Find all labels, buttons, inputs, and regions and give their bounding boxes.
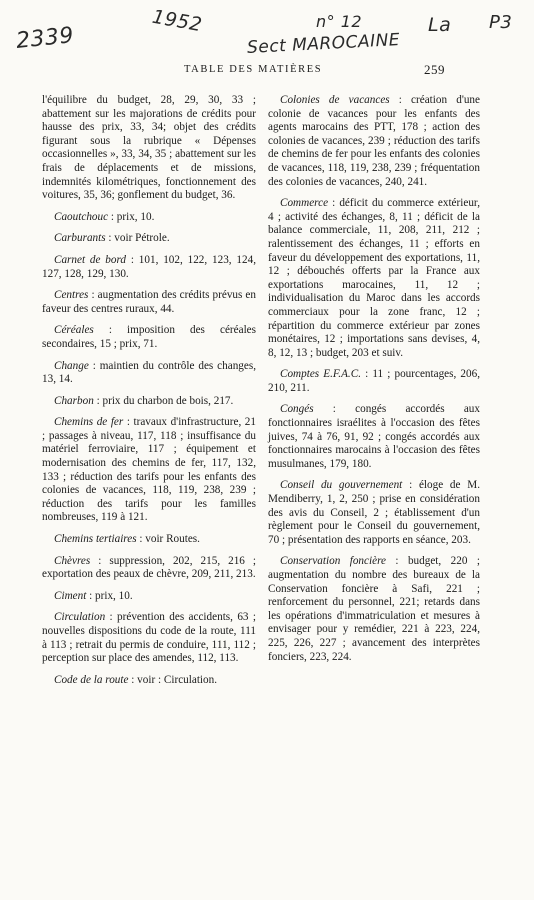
index-term: Comptes E.F.A.C. <box>280 368 361 381</box>
index-term: Change <box>54 359 89 372</box>
index-entry <box>42 555 256 582</box>
index-term: Conseil du gouvernement <box>280 479 403 492</box>
index-references: : création d'une colonie de vacances pour les enfants des agents marocains des PTT, 178 ; action des colonies de vacances, 239 ; réduction des tarifs de chemins de fer pour les enfants des colonies de vacances, 118, 119, 238, 239 ; fréquentation des colonies de vacances, 240, 241. <box>268 94 480 188</box>
index-entry <box>42 94 256 203</box>
index-entry <box>42 611 256 665</box>
index-term: Ciment <box>54 589 87 602</box>
index-term: Céréales <box>54 324 94 337</box>
index-term: Carburants <box>54 232 106 245</box>
index-references: : voir Pétrole. <box>105 232 170 245</box>
index-references: l'équilibre du budget, 28, 29, 30, 33 ; abattement sur les majorations de crédits pour hausse des prix, 33, 34; objet des crédits figurant sous la rubrique « Dépenses occasionnelles », 33, 34, 35 ; abattement sur les frais de déplacements et de missions, indemnités kilométriques, fonctionnement des voitures, 35, 36; gonflement du budget, 36. <box>42 94 256 202</box>
index-term: Colonies de vacances <box>280 94 390 106</box>
index-references: : budget, 220 ; augmentation du nombre des bureaux de la Conservation foncière à Safi, 221 ; renforcement du personnel, 221; retards dans les opérations d'immatriculation et mesures à envisager pour y remédier, 221 à 223, 224, 225, 226, 227 ; avancement des interprètes fonciers, 223, 224. <box>268 555 480 663</box>
index-references: : déficit du commerce extérieur, 4 ; activité des échanges, 8, 11 ; déficit de la balance commerciale, 11, 208, 211, 212 ; ralentissement des échanges, 11 ; efforts en faveur du développement des exportations, 11, 12 ; débouchés offerts par la France aux exportations marocaines, 11, 12 ; individualisation du Maroc dans les accords commerciaux pour la zone franc, 12 ; répartition du commerce extérieur par zones monétaires, 12 ; importations sans devises, 4, 8, 12, 13 ; budget, 203 et suiv. <box>268 197 480 359</box>
running-header <box>0 62 534 78</box>
index-entry <box>268 94 480 189</box>
index-references: : prix, 10. <box>86 589 133 602</box>
index-term: Commerce <box>280 197 329 210</box>
index-entry <box>42 395 256 409</box>
index-references: : imposition des céréales secondaires, 15 ; prix, 71. <box>42 324 256 350</box>
index-term: Carnet de bord <box>54 253 127 266</box>
index-term: Centres <box>54 289 89 302</box>
index-entry <box>42 232 256 246</box>
index-term: Conservation foncière <box>280 555 386 568</box>
index-references: : 11 ; pourcentages, 206, 210, 211. <box>268 368 480 394</box>
index-entry <box>42 211 256 225</box>
index-entry <box>42 289 256 316</box>
index-term: Charbon <box>54 394 94 407</box>
index-references: : travaux d'infrastructure, 21 ; passages à niveau, 117, 118 ; insuffisance du matériel ferroviaire, 117 ; équipement et modernisation des chemins de fer, 117, 132, 133 ; réduction des tarifs pour les enfants des colonies de vacances, 118, 119, 238, 239 ; réduction des tarifs pour les familles nombreuses, 119 à 121. <box>42 416 256 524</box>
index-references: : prix du charbon de bois, 217. <box>93 394 234 407</box>
index-entry <box>268 555 480 664</box>
index-term: Chemins tertiaires <box>54 533 137 546</box>
index-references: : prix, 10. <box>108 210 155 223</box>
index-term: Chemins de fer <box>54 416 124 429</box>
handwritten-annotation: n° 12 <box>316 12 363 31</box>
index-references: : éloge de M. Mendiberry, 1, 2, 250 ; prise en considération des avis du Conseil, 2 ; établissement d'un règlement pour le Conseil du gouvernement, 70 ; présentation des rapports en séance, 203. <box>268 479 481 546</box>
index-entry <box>42 674 256 688</box>
index-entry <box>268 403 480 471</box>
index-term: Caoutchouc <box>54 210 109 223</box>
header-title: TABLE DES MATIÈRES <box>184 64 323 75</box>
index-references: : voir : Circulation. <box>128 673 218 686</box>
index-references: : 101, 102, 122, 123, 124, 127, 128, 129, 130. <box>42 253 257 280</box>
index-entry <box>42 360 256 387</box>
index-term: Congés <box>280 403 314 416</box>
page-number: 259 <box>424 62 445 77</box>
handwritten-annotation: 1952 <box>150 5 204 37</box>
index-references: : suppression, 202, 215, 216 ; exportation des peaux de chèvre, 209, 211, 213. <box>42 554 256 581</box>
index-term: Chèvres <box>54 554 91 567</box>
handwritten-annotation: 2339 <box>14 23 76 54</box>
index-column-left <box>42 94 256 695</box>
index-term: Circulation <box>54 611 106 624</box>
index-entry <box>268 479 480 547</box>
index-term: Code de la route <box>54 673 129 686</box>
index-column-right <box>268 94 480 672</box>
index-entry <box>42 590 256 604</box>
index-entry <box>42 533 256 547</box>
index-references: : augmentation des crédits prévus en faveur des centres ruraux, 44. <box>42 289 256 315</box>
index-entry <box>42 254 256 281</box>
index-references: : maintien du contrôle des changes, 13, 14. <box>42 359 256 386</box>
index-references: : congés accordés aux fonctionnaires israélites à l'occasion des fêtes juives, 74 à 76, 91, 92 ; congés accordés aux fonctionnaires marocains à l'occasion des fêtes musulmanes, 179, 180. <box>268 403 480 470</box>
index-entry <box>268 368 480 395</box>
index-entry <box>42 416 256 525</box>
handwritten-annotation: P3 <box>489 12 513 33</box>
index-entry <box>268 197 480 360</box>
handwritten-annotation: Sect MAROCAINE <box>246 30 401 58</box>
handwritten-annotation: La <box>428 14 452 36</box>
index-entry <box>42 324 256 351</box>
index-references: : voir Routes. <box>136 533 200 546</box>
index-references: : prévention des accidents, 63 ; nouvelles dispositions du code de la route, 111 à 113 ; retrait du permis de conduire, 111, 112 ; perception sur place des amendes, 112, 113. <box>42 611 256 665</box>
